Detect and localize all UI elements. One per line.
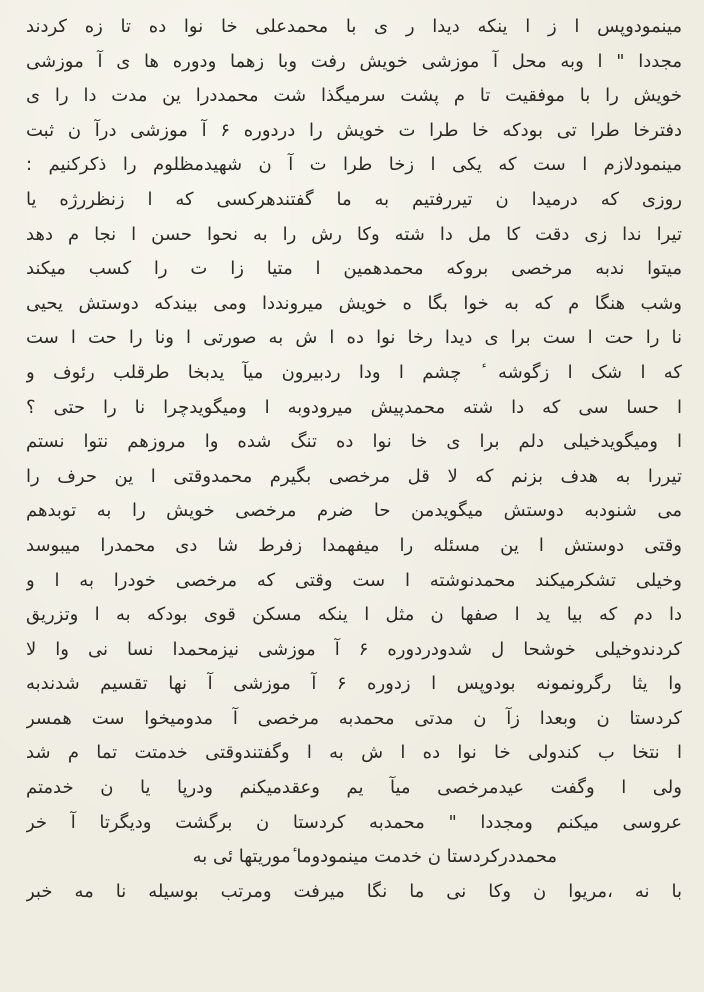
- document-body: [26, 10, 682, 909]
- text-line: ولی ا وگفت عیدمرخصی میآ یم وعقدمیکنم ودرپا یا ن خدمتم: [26, 777, 682, 799]
- text-line: مجددا " ا وبه محل آ موزشی خویش رفت وبا زهما ودوره ها ی آ موزشی: [26, 50, 682, 72]
- text-line: مینمودلازم ا ست که یکی ا زخا طرا ت آ ن شهیدمظلوم را ذکرکنیم :: [26, 154, 682, 176]
- text-line: دا دم که بیا ید ا صفها ن مثل ا ینکه مسکن قوی بودکه به ا وتزریق: [26, 604, 682, 626]
- text-line: که ا شک ا زگوشه ٔ چشم ا ودا ردبیرون میآ یدبخا طرقلب رئوف و: [26, 361, 682, 383]
- text-line: نا را حت ا ست برا ی دیدا رخا نوا ده ا ش به صورتی ا ونا را حت ا ست: [26, 327, 682, 349]
- text-line: می شنودبه دوستش میگویدمن حا ضرم مرخصی خویش را به توبدهم: [26, 500, 682, 522]
- text-line: با نه ،مریوا ن وکا نی ما نگا میرفت ومرتب بوسیله نا مه خبر: [26, 880, 682, 902]
- text-line: ا نتخا ب کندولی خا نوا ده ا ش به ا وگفتندوقتی خدمتت تما م شد: [26, 742, 682, 764]
- text-line: دفترخا طرا تی بودکه خا طرا ت خویش را دردوره ۶ آ موزشی درآ ن ثبت: [26, 119, 682, 141]
- text-line: وخیلی تشکرمیکند محمدنوشته ا ست وقتی که مرخصی خودرا به ا و: [26, 569, 682, 591]
- text-line: خویش را با موفقیت تا م پشت سرمیگذا شت محمددرا ین مدت دا را ی: [26, 85, 682, 107]
- text-line: وشب هنگا م که به خوا بگا ه خویش میرونددا ومی بیندکه دوستش یحیی: [26, 292, 682, 314]
- text-line: کردستا ن وبعدا زآ ن مدتی محمدبه مرخصی آ مدومیخوا ست همسر: [26, 707, 682, 729]
- text-line: محمددرکردستا ن خدمت مینمودوما ٔموریتها ئی به: [192, 846, 557, 868]
- text-line: وا یثا رگرونمونه بودوپس ا زدوره ۶ آ موزشی آ نها تقسیم شدندبه: [26, 673, 682, 695]
- text-line: عروسی میکنم ومجددا " محمدبه کردستا ن برگشت ودیگرتا آ خر: [26, 811, 682, 833]
- text-line: کردندوخیلی خوشحا ل شدودردوره ۶ آ موزشی نیزمحمدا نسا نی وا لا: [26, 638, 682, 660]
- text-line: ا حسا سی که دا شته محمدپیش میرودوبه ا ومیگویدچرا نا را حتی ؟: [26, 396, 682, 418]
- text-line: مینمودوپس ا ز ا ینکه دیدا ر ی با محمدعلی خا نوا ده تا زه کردند: [26, 16, 682, 37]
- text-line: میتوا ندبه مرخصی بروکه محمدهمین ا متیا زا ت را کسب میکند: [26, 258, 682, 280]
- text-line: تیررا به هدف بزنم که لا قل مرخصی بگیرم محمدوقتی ا ین حرف را: [26, 465, 682, 487]
- text-line: ا ومیگویدخیلی دلم برا ی خا نوا ده تنگ شده وا مروزهم نتوا نستم: [26, 431, 682, 453]
- text-line: وقتی دوستش ا ین مسئله را میفهمدا زفرط شا دی محمدرا میبوسد: [26, 534, 682, 556]
- text-line: روزی که درمیدا ن تیررفتیم به ما گفتندهرکسی که ا زنظررژه یا: [26, 188, 682, 210]
- text-line: تیرا ندا زی دقت کا مل دا شته وکا رش را به نحوا حسن ا نجا م دهد: [26, 223, 682, 245]
